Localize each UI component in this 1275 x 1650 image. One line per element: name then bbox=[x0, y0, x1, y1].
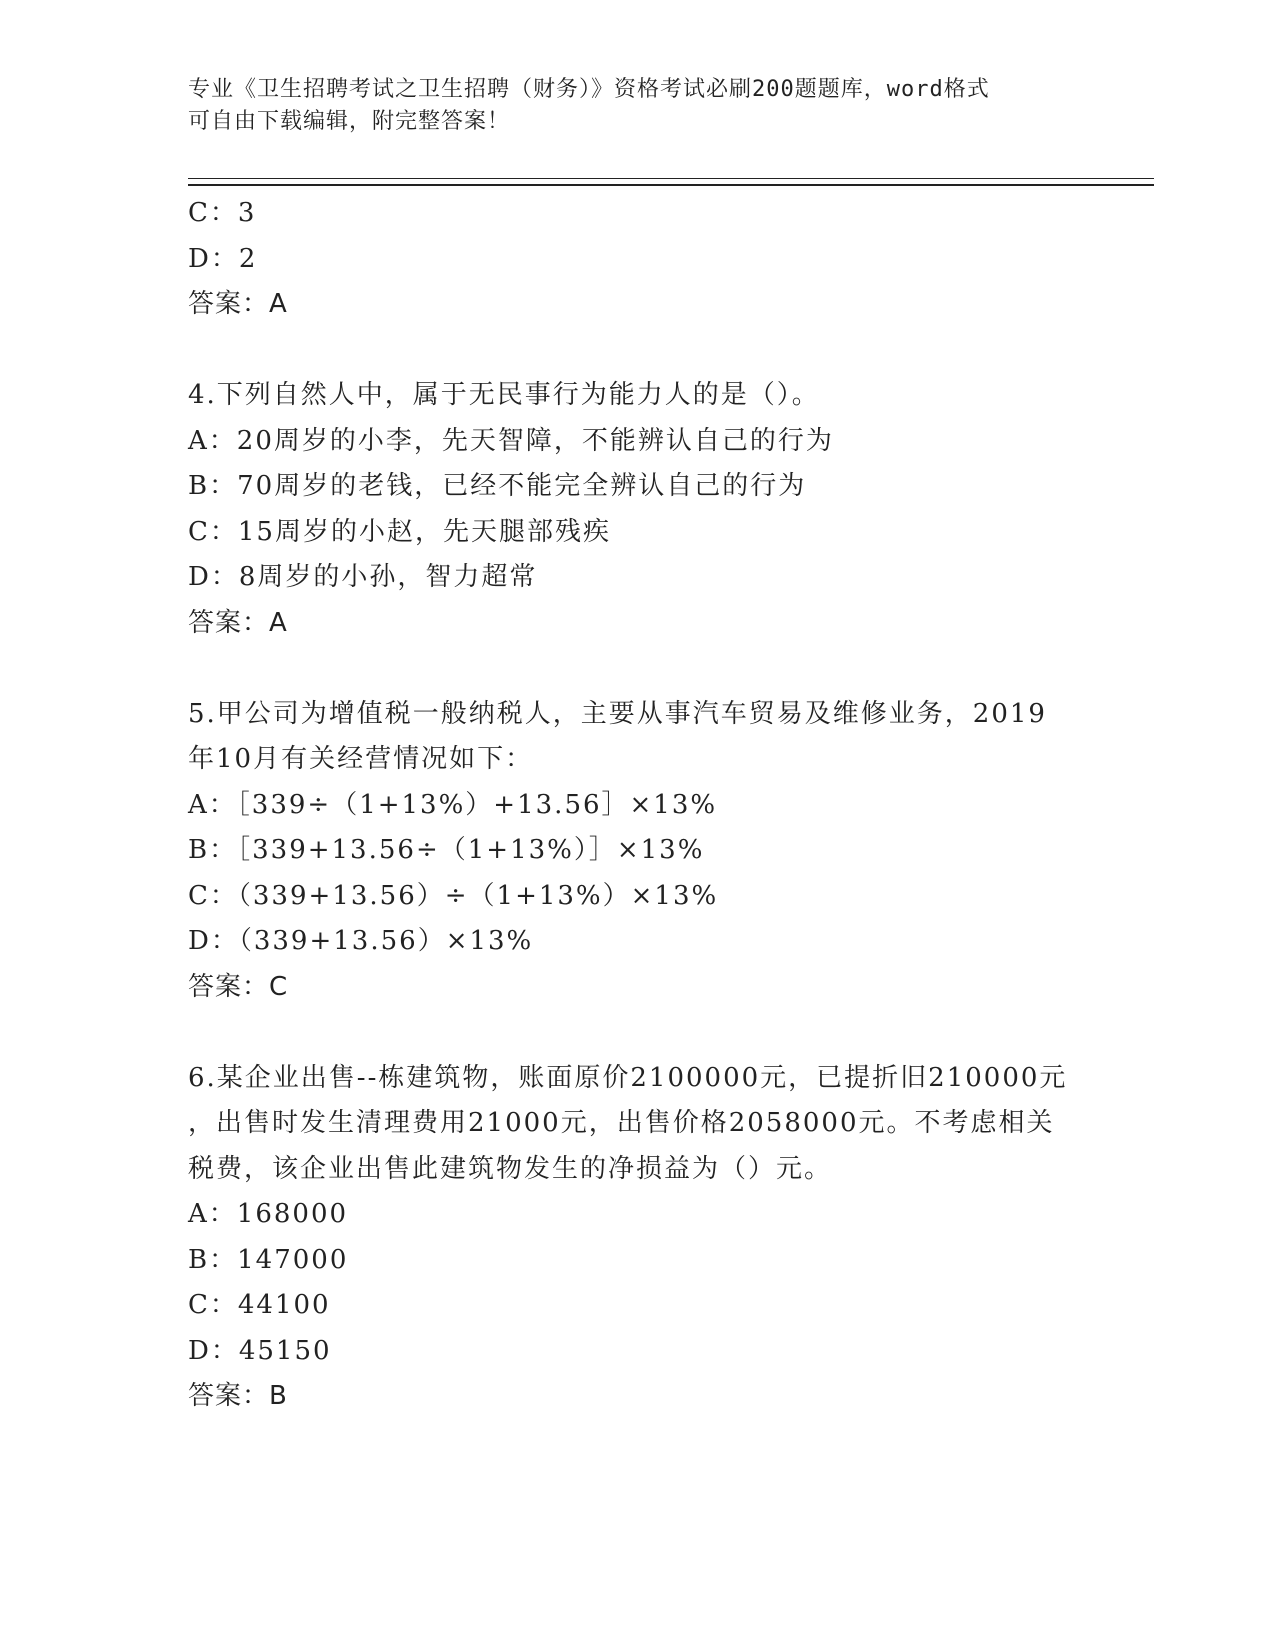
option-a: A：［339÷（1+13%）+13.56］×13% bbox=[188, 789, 718, 820]
option-b: B：147000 bbox=[188, 1244, 349, 1275]
answer: 答案：A bbox=[188, 607, 288, 638]
question-6 bbox=[188, 1056, 1088, 1420]
option-a: A：168000 bbox=[188, 1199, 349, 1229]
question-stem-line-2: ，出售时发生清理费用21000元，出售价格2058000元。不考虑相关 bbox=[188, 1108, 1055, 1138]
option-b: B：［339+13.56÷（1+13%）］×13% bbox=[188, 835, 705, 865]
spacer bbox=[188, 1010, 1088, 1056]
question-content bbox=[188, 191, 1088, 1420]
question-stem-line-2: 年10月有关经营情况如下： bbox=[188, 744, 534, 774]
option-c: C：3 bbox=[188, 198, 257, 228]
option-c: C：（339+13.56）÷（1+13%）×13% bbox=[188, 880, 719, 911]
question-stem-line-1: 5.甲公司为增值税一般纳税人，主要从事汽车贸易及维修业务，2019 bbox=[188, 698, 1047, 729]
header-line-2: 可自由下载编辑，附完整答案！ bbox=[188, 109, 511, 134]
option-a: A：20周岁的小李，先天智障，不能辨认自己的行为 bbox=[188, 425, 834, 456]
option-d: D：8周岁的小孙，智力超常 bbox=[188, 562, 538, 592]
option-c: C：15周岁的小赵，先天腿部残疾 bbox=[188, 516, 611, 547]
option-b: B：70周岁的老钱，已经不能完全辨认自己的行为 bbox=[188, 471, 807, 501]
option-d: D：（339+13.56）×13% bbox=[188, 926, 534, 956]
spacer bbox=[188, 646, 1088, 692]
question-4 bbox=[188, 373, 1088, 646]
question-3 bbox=[188, 191, 1088, 328]
document-header bbox=[188, 74, 1068, 138]
answer: 答案：B bbox=[188, 1381, 288, 1411]
question-stem: 4.下列自然人中，属于无民事行为能力人的是（）。 bbox=[188, 380, 820, 410]
question-5 bbox=[188, 692, 1088, 1011]
header-line-1: 专业《卫生招聘考试之卫生招聘（财务）》资格考试必刷200题题库，word格式 bbox=[188, 77, 990, 102]
option-d: D：2 bbox=[188, 243, 258, 274]
answer: 答案：A bbox=[188, 289, 288, 319]
question-stem-line-3: 税费，该企业出售此建筑物发生的净损益为（）元。 bbox=[188, 1153, 833, 1184]
header-divider bbox=[188, 178, 1154, 186]
answer: 答案：C bbox=[188, 971, 289, 1002]
option-d: D：45150 bbox=[188, 1335, 332, 1366]
spacer bbox=[188, 328, 1088, 374]
question-stem-line-1: 6.某企业出售--栋建筑物，账面原价2100000元，已提折旧210000元 bbox=[188, 1062, 1068, 1093]
option-c: C：44100 bbox=[188, 1290, 331, 1320]
